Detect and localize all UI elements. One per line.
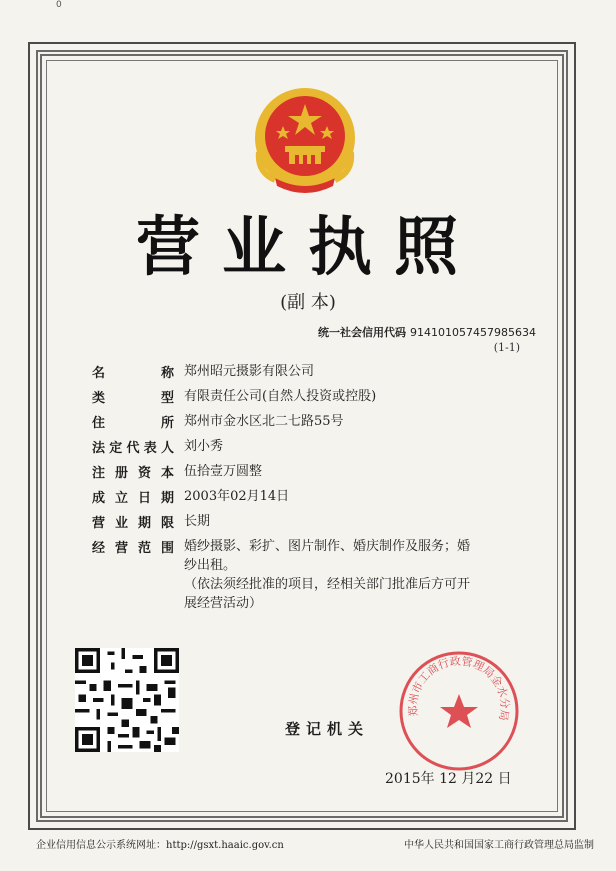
field-row-legal-rep bbox=[92, 437, 532, 462]
field-value-address: 郑州市金水区北二七路55号 bbox=[184, 414, 344, 429]
page-marker: 0 bbox=[56, 0, 62, 10]
license-fields bbox=[92, 362, 532, 613]
field-row-name bbox=[92, 362, 532, 387]
field-label: 住 所 bbox=[92, 416, 174, 431]
svg-text:郑州市工商行政管理局金水分局: 郑州市工商行政管理局金水分局 bbox=[406, 654, 512, 722]
field-row-scope bbox=[92, 537, 532, 613]
field-row-established bbox=[92, 487, 532, 512]
registration-office: 登记机关 bbox=[285, 720, 370, 738]
document-subtitle: (副 本) bbox=[280, 292, 336, 313]
footer-website: 企业信用信息公示系统网址：http://gsxt.haaic.gov.cn bbox=[36, 840, 284, 851]
issue-date: 2015年 12 月22 日 bbox=[385, 771, 512, 787]
field-value-company-name: 郑州昭元摄影有限公司 bbox=[184, 364, 315, 379]
field-value-capital: 伍拾壹万圆整 bbox=[184, 464, 263, 479]
field-label: 注 册 资 本 bbox=[92, 466, 174, 481]
credit-code-label: 统一社会信用代码 bbox=[318, 326, 407, 339]
field-value-term: 长期 bbox=[184, 514, 211, 529]
field-value-established: 2003年02月14日 bbox=[184, 489, 290, 504]
document-title: 营业执照 bbox=[136, 211, 480, 285]
field-label: 法 定 代 表 人 bbox=[92, 441, 174, 456]
field-row-address bbox=[92, 412, 532, 437]
qr-code-icon[interactable] bbox=[75, 648, 179, 752]
field-value-scope bbox=[184, 537, 532, 613]
field-label: 营 业 期 限 bbox=[92, 516, 174, 531]
field-label: 成 立 日 期 bbox=[92, 491, 174, 506]
scope-line: 婚纱摄影、彩扩、图片制作、婚庆制作及服务；婚 bbox=[184, 539, 471, 554]
scope-line: 纱出租。 bbox=[184, 558, 237, 573]
credit-code bbox=[318, 324, 536, 340]
field-row-term bbox=[92, 512, 532, 537]
scope-line: 展经营活动） bbox=[184, 596, 263, 611]
credit-code-value: 914101057457985634 bbox=[410, 326, 536, 339]
field-value-legal-rep: 刘小秀 bbox=[184, 439, 224, 454]
official-seal-icon bbox=[398, 650, 520, 772]
copy-number: (1-1) bbox=[493, 341, 520, 354]
footer-issuer: 中华人民共和国国家工商行政管理总局监制 bbox=[404, 840, 594, 851]
field-row-capital bbox=[92, 462, 532, 487]
field-label: 经 营 范 围 bbox=[92, 541, 174, 556]
national-emblem-icon bbox=[245, 82, 365, 200]
scope-line: （依法须经批准的项目，经相关部门批准后方可开 bbox=[184, 577, 471, 592]
field-label: 类 型 bbox=[92, 391, 174, 406]
field-row-type bbox=[92, 387, 532, 412]
field-value-company-type: 有限责任公司(自然人投资或控股) bbox=[184, 389, 377, 404]
field-label: 名 称 bbox=[92, 366, 174, 381]
